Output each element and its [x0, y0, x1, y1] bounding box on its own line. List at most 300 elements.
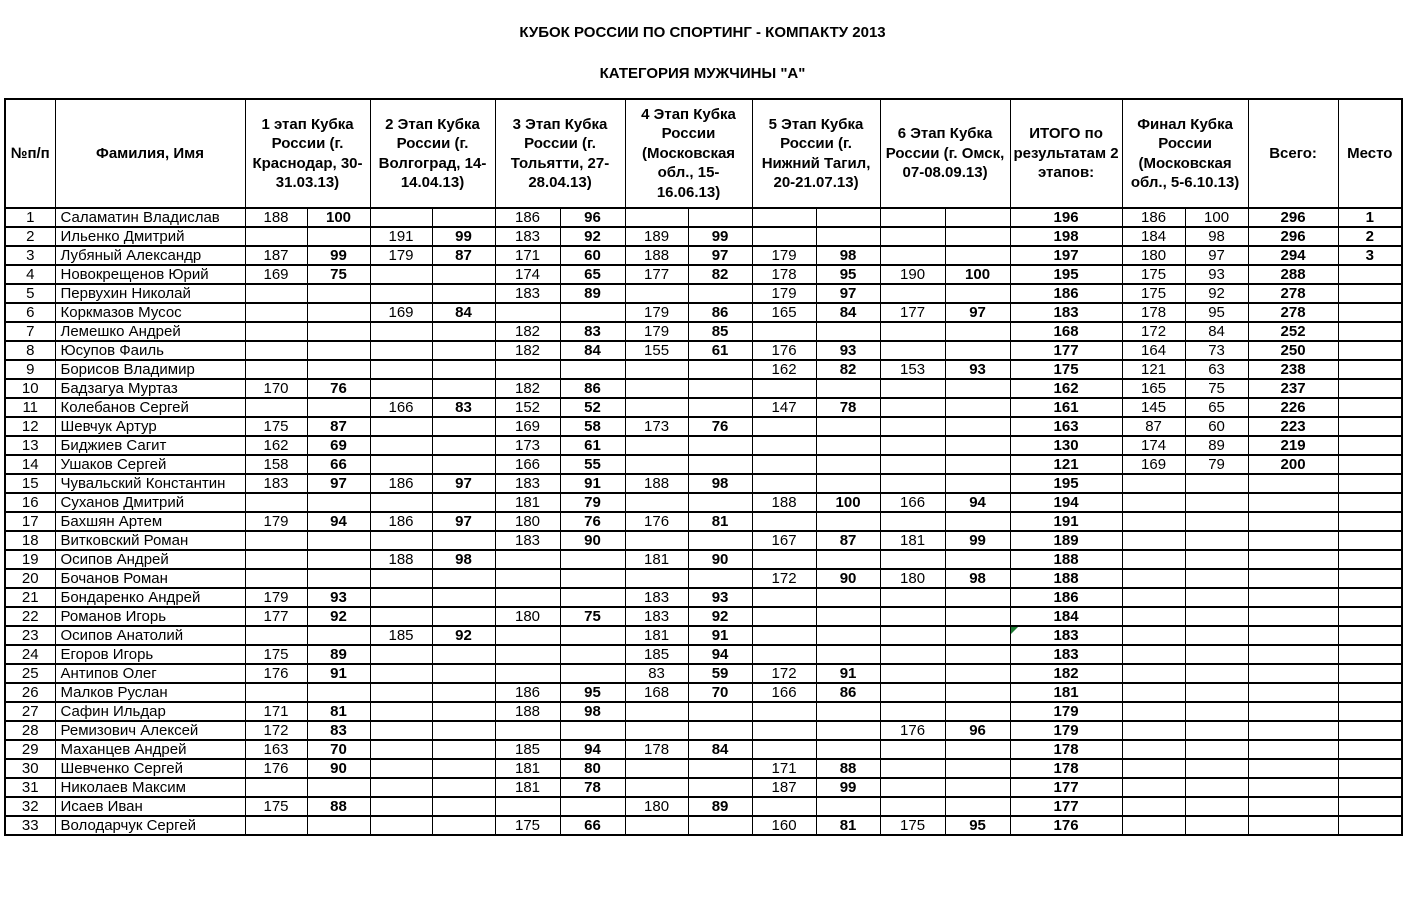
table-row [5, 740, 1402, 759]
stage3-score: 180 [495, 512, 560, 531]
place [1338, 531, 1402, 550]
stage2-points [432, 607, 495, 626]
table-row [5, 360, 1402, 379]
row-number: 19 [5, 550, 55, 569]
stage3-score: 169 [495, 417, 560, 436]
player-name: Биджиев Сагит [55, 436, 245, 455]
stage4-score [625, 455, 688, 474]
stage5-points: 99 [816, 778, 880, 797]
stage6-points [945, 607, 1010, 626]
final-points [1185, 759, 1248, 778]
stage6-score [880, 512, 945, 531]
overall-total: 238 [1248, 360, 1338, 379]
stage3-points: 92 [560, 227, 625, 246]
stage2-points [432, 759, 495, 778]
stage1-score: 158 [245, 455, 307, 474]
final-points: 73 [1185, 341, 1248, 360]
stage2-score [370, 531, 432, 550]
stage3-score [495, 626, 560, 645]
stage2-score [370, 683, 432, 702]
stage6-points: 100 [945, 265, 1010, 284]
overall-total [1248, 588, 1338, 607]
stage3-points: 60 [560, 246, 625, 265]
overall-total: 237 [1248, 379, 1338, 398]
stage5-score [752, 702, 816, 721]
stage6-score [880, 797, 945, 816]
stage4-points [688, 778, 752, 797]
stage4-points [688, 379, 752, 398]
stage4-points: 70 [688, 683, 752, 702]
header-stage-3: 3 Этап Кубка России (г. Тольятти, 27-28.04.13) [495, 99, 625, 208]
stage3-score: 186 [495, 208, 560, 227]
table-row [5, 683, 1402, 702]
stage2-points [432, 455, 495, 474]
total-2-stages: 121 [1010, 455, 1122, 474]
stage2-score [370, 417, 432, 436]
place: 2 [1338, 227, 1402, 246]
total-2-stages: 195 [1010, 265, 1122, 284]
stage2-points [432, 493, 495, 512]
stage1-score: 162 [245, 436, 307, 455]
stage1-score [245, 683, 307, 702]
overall-total: 294 [1248, 246, 1338, 265]
stage1-score: 183 [245, 474, 307, 493]
total-2-stages: 186 [1010, 284, 1122, 303]
stage6-points [945, 626, 1010, 645]
stage6-score [880, 664, 945, 683]
stage2-points [432, 569, 495, 588]
stage2-points [432, 721, 495, 740]
row-number: 20 [5, 569, 55, 588]
stage3-points [560, 721, 625, 740]
stage2-score: 186 [370, 512, 432, 531]
overall-total: 296 [1248, 208, 1338, 227]
player-name: Борисов Владимир [55, 360, 245, 379]
stage4-points [688, 398, 752, 417]
overall-total: 250 [1248, 341, 1338, 360]
row-number: 26 [5, 683, 55, 702]
stage5-points: 100 [816, 493, 880, 512]
stage6-points [945, 455, 1010, 474]
overall-total [1248, 778, 1338, 797]
player-name: Бондаренко Андрей [55, 588, 245, 607]
stage4-points: 99 [688, 227, 752, 246]
row-number: 32 [5, 797, 55, 816]
final-score: 87 [1122, 417, 1185, 436]
row-number: 31 [5, 778, 55, 797]
final-score [1122, 740, 1185, 759]
total-2-stages: 178 [1010, 759, 1122, 778]
row-number: 5 [5, 284, 55, 303]
row-number: 8 [5, 341, 55, 360]
stage4-points: 85 [688, 322, 752, 341]
place [1338, 550, 1402, 569]
player-name: Сафин Ильдар [55, 702, 245, 721]
stage5-score [752, 588, 816, 607]
stage6-points: 99 [945, 531, 1010, 550]
final-points: 79 [1185, 455, 1248, 474]
row-number: 30 [5, 759, 55, 778]
stage2-score [370, 816, 432, 835]
stage4-points: 91 [688, 626, 752, 645]
table-row [5, 569, 1402, 588]
stage3-points [560, 664, 625, 683]
stage1-score [245, 493, 307, 512]
stage2-points [432, 436, 495, 455]
stage6-score [880, 417, 945, 436]
overall-total: 278 [1248, 284, 1338, 303]
table-row [5, 550, 1402, 569]
stage4-points [688, 702, 752, 721]
total-2-stages: 191 [1010, 512, 1122, 531]
stage1-points [307, 227, 370, 246]
stage2-points [432, 341, 495, 360]
row-number: 4 [5, 265, 55, 284]
stage1-score: 172 [245, 721, 307, 740]
stage3-score: 181 [495, 493, 560, 512]
stage2-score [370, 607, 432, 626]
stage6-points [945, 379, 1010, 398]
stage4-score [625, 816, 688, 835]
place [1338, 569, 1402, 588]
stage5-score [752, 208, 816, 227]
stage6-score: 190 [880, 265, 945, 284]
page-subtitle: КАТЕГОРИЯ МУЖЧИНЫ "А" [599, 65, 806, 82]
row-number: 12 [5, 417, 55, 436]
stage2-score: 169 [370, 303, 432, 322]
final-score [1122, 607, 1185, 626]
stage6-points [945, 436, 1010, 455]
stage1-score: 175 [245, 417, 307, 436]
stage5-points [816, 550, 880, 569]
stage3-points: 66 [560, 816, 625, 835]
stage3-score: 183 [495, 284, 560, 303]
final-score [1122, 588, 1185, 607]
table-row [5, 797, 1402, 816]
stage3-points: 75 [560, 607, 625, 626]
stage6-score [880, 474, 945, 493]
place [1338, 816, 1402, 835]
stage1-points [307, 398, 370, 417]
final-score [1122, 702, 1185, 721]
header-total-2-stages: ИТОГО по результатам 2 этапов: [1010, 99, 1122, 208]
stage2-score [370, 360, 432, 379]
stage6-score [880, 588, 945, 607]
stage1-points: 75 [307, 265, 370, 284]
stage5-points [816, 474, 880, 493]
stage5-score [752, 227, 816, 246]
total-2-stages: 175 [1010, 360, 1122, 379]
header-row-number: №п/п [5, 99, 55, 208]
stage5-score [752, 740, 816, 759]
player-name: Колебанов Сергей [55, 398, 245, 417]
stage1-points: 66 [307, 455, 370, 474]
stage4-score [625, 379, 688, 398]
stage5-score [752, 436, 816, 455]
stage3-points: 78 [560, 778, 625, 797]
row-number: 14 [5, 455, 55, 474]
header-final: Финал Кубка России (Московская обл., 5-6.10.13) [1122, 99, 1248, 208]
total-2-stages: 161 [1010, 398, 1122, 417]
player-name: Романов Игорь [55, 607, 245, 626]
overall-total [1248, 645, 1338, 664]
stage2-points: 99 [432, 227, 495, 246]
row-number: 22 [5, 607, 55, 626]
final-score: 145 [1122, 398, 1185, 417]
total-2-stages: 184 [1010, 607, 1122, 626]
stage6-score: 180 [880, 569, 945, 588]
total-2-stages: 189 [1010, 531, 1122, 550]
overall-total [1248, 721, 1338, 740]
row-number: 7 [5, 322, 55, 341]
results-table [4, 98, 1403, 836]
stage4-points: 86 [688, 303, 752, 322]
place [1338, 721, 1402, 740]
final-points: 84 [1185, 322, 1248, 341]
stage4-points: 82 [688, 265, 752, 284]
total-2-stages: 181 [1010, 683, 1122, 702]
final-score [1122, 493, 1185, 512]
place [1338, 664, 1402, 683]
stage4-score: 179 [625, 303, 688, 322]
final-score: 164 [1122, 341, 1185, 360]
player-name: Витковский Роман [55, 531, 245, 550]
overall-total [1248, 493, 1338, 512]
stage6-points [945, 474, 1010, 493]
stage2-points [432, 379, 495, 398]
player-name: Саламатин Владислав [55, 208, 245, 227]
final-points: 65 [1185, 398, 1248, 417]
overall-total: 219 [1248, 436, 1338, 455]
overall-total [1248, 512, 1338, 531]
final-points [1185, 512, 1248, 531]
place [1338, 265, 1402, 284]
stage2-points [432, 702, 495, 721]
final-points [1185, 645, 1248, 664]
stage2-points [432, 531, 495, 550]
place [1338, 759, 1402, 778]
table-row [5, 645, 1402, 664]
place: 3 [1338, 246, 1402, 265]
stage5-score: 167 [752, 531, 816, 550]
stage3-points: 95 [560, 683, 625, 702]
final-score [1122, 664, 1185, 683]
stage6-score [880, 645, 945, 664]
overall-total: 226 [1248, 398, 1338, 417]
final-score: 165 [1122, 379, 1185, 398]
stage6-score [880, 227, 945, 246]
stage2-score [370, 664, 432, 683]
stage4-points: 90 [688, 550, 752, 569]
stage3-points [560, 645, 625, 664]
stage5-points [816, 588, 880, 607]
stage3-score: 185 [495, 740, 560, 759]
stage6-score [880, 778, 945, 797]
stage2-score [370, 721, 432, 740]
stage6-score [880, 683, 945, 702]
stage1-score: 176 [245, 664, 307, 683]
total-2-stages: 196 [1010, 208, 1122, 227]
stage3-score: 188 [495, 702, 560, 721]
stage1-score [245, 284, 307, 303]
stage1-score: 179 [245, 588, 307, 607]
stage5-points [816, 740, 880, 759]
stage1-points: 76 [307, 379, 370, 398]
header-overall-total: Всего: [1248, 99, 1338, 208]
place [1338, 683, 1402, 702]
total-2-stages: 198 [1010, 227, 1122, 246]
stage1-points [307, 341, 370, 360]
final-score: 169 [1122, 455, 1185, 474]
overall-total [1248, 531, 1338, 550]
row-number: 21 [5, 588, 55, 607]
stage3-points: 55 [560, 455, 625, 474]
final-points [1185, 607, 1248, 626]
stage6-points [945, 778, 1010, 797]
overall-total: 200 [1248, 455, 1338, 474]
stage5-points: 95 [816, 265, 880, 284]
final-score [1122, 512, 1185, 531]
row-number: 2 [5, 227, 55, 246]
row-number: 27 [5, 702, 55, 721]
total-2-stages: 163 [1010, 417, 1122, 436]
stage3-score: 175 [495, 816, 560, 835]
stage5-score: 171 [752, 759, 816, 778]
table-row [5, 759, 1402, 778]
table-row [5, 626, 1402, 645]
stage2-points [432, 417, 495, 436]
stage2-points [432, 588, 495, 607]
overall-total [1248, 607, 1338, 626]
stage1-points: 93 [307, 588, 370, 607]
stage2-score [370, 341, 432, 360]
stage2-score [370, 588, 432, 607]
stage6-score [880, 455, 945, 474]
stage2-points: 92 [432, 626, 495, 645]
header-row [5, 99, 1402, 208]
player-name: Малков Руслан [55, 683, 245, 702]
stage1-score: 176 [245, 759, 307, 778]
stage2-points: 98 [432, 550, 495, 569]
stage6-points [945, 645, 1010, 664]
final-points: 89 [1185, 436, 1248, 455]
stage6-score: 181 [880, 531, 945, 550]
stage3-points [560, 550, 625, 569]
stage3-score: 173 [495, 436, 560, 455]
stage6-score [880, 740, 945, 759]
stage6-points: 96 [945, 721, 1010, 740]
stage4-points [688, 360, 752, 379]
stage6-points [945, 398, 1010, 417]
place [1338, 436, 1402, 455]
overall-total [1248, 702, 1338, 721]
player-name: Маханцев Андрей [55, 740, 245, 759]
stage6-points [945, 702, 1010, 721]
stage2-points [432, 740, 495, 759]
stage2-score [370, 436, 432, 455]
stage5-points: 86 [816, 683, 880, 702]
place [1338, 702, 1402, 721]
stage3-score [495, 797, 560, 816]
stage6-score: 166 [880, 493, 945, 512]
stage1-points: 70 [307, 740, 370, 759]
final-points [1185, 493, 1248, 512]
player-name: Антипов Олег [55, 664, 245, 683]
stage2-score: 191 [370, 227, 432, 246]
page-title: КУБОК РОССИИ ПО СПОРТИНГ - КОМПАКТУ 2013 [519, 24, 886, 41]
final-score [1122, 626, 1185, 645]
place [1338, 360, 1402, 379]
stage3-score: 182 [495, 379, 560, 398]
stage3-score [495, 303, 560, 322]
final-points: 60 [1185, 417, 1248, 436]
stage2-score [370, 379, 432, 398]
stage2-points [432, 797, 495, 816]
stage4-points: 93 [688, 588, 752, 607]
stage3-points [560, 797, 625, 816]
final-score: 186 [1122, 208, 1185, 227]
final-points [1185, 740, 1248, 759]
stage1-points: 99 [307, 246, 370, 265]
stage5-points: 93 [816, 341, 880, 360]
stage2-points [432, 645, 495, 664]
row-number: 13 [5, 436, 55, 455]
stage5-score: 172 [752, 569, 816, 588]
stage3-score: 183 [495, 531, 560, 550]
stage4-score [625, 759, 688, 778]
stage2-score: 186 [370, 474, 432, 493]
stage2-points: 84 [432, 303, 495, 322]
stage5-score [752, 797, 816, 816]
stage5-score [752, 379, 816, 398]
overall-total: 223 [1248, 417, 1338, 436]
table-row [5, 493, 1402, 512]
header-stage-6: 6 Этап Кубка России (г. Омск, 07-08.09.13) [880, 99, 1010, 208]
table-row [5, 417, 1402, 436]
stage3-points: 79 [560, 493, 625, 512]
total-2-stages: 195 [1010, 474, 1122, 493]
stage2-score: 179 [370, 246, 432, 265]
table-row [5, 816, 1402, 835]
stage2-points [432, 265, 495, 284]
stage4-points: 59 [688, 664, 752, 683]
stage5-score: 166 [752, 683, 816, 702]
player-name: Исаев Иван [55, 797, 245, 816]
player-name: Бахшян Артем [55, 512, 245, 531]
overall-total [1248, 550, 1338, 569]
total-2-stages: 194 [1010, 493, 1122, 512]
total-2-stages: 130 [1010, 436, 1122, 455]
total-2-stages: 182 [1010, 664, 1122, 683]
player-name: Осипов Андрей [55, 550, 245, 569]
stage4-score [625, 778, 688, 797]
final-score [1122, 797, 1185, 816]
overall-total [1248, 759, 1338, 778]
player-name: Лубяный Александр [55, 246, 245, 265]
total-2-stages: 177 [1010, 778, 1122, 797]
final-points [1185, 816, 1248, 835]
stage6-points [945, 664, 1010, 683]
stage2-score [370, 493, 432, 512]
stage1-score [245, 341, 307, 360]
stage4-points: 94 [688, 645, 752, 664]
stage4-points [688, 284, 752, 303]
stage1-score [245, 360, 307, 379]
player-name: Суханов Дмитрий [55, 493, 245, 512]
stage4-points: 89 [688, 797, 752, 816]
stage4-score [625, 436, 688, 455]
place [1338, 379, 1402, 398]
